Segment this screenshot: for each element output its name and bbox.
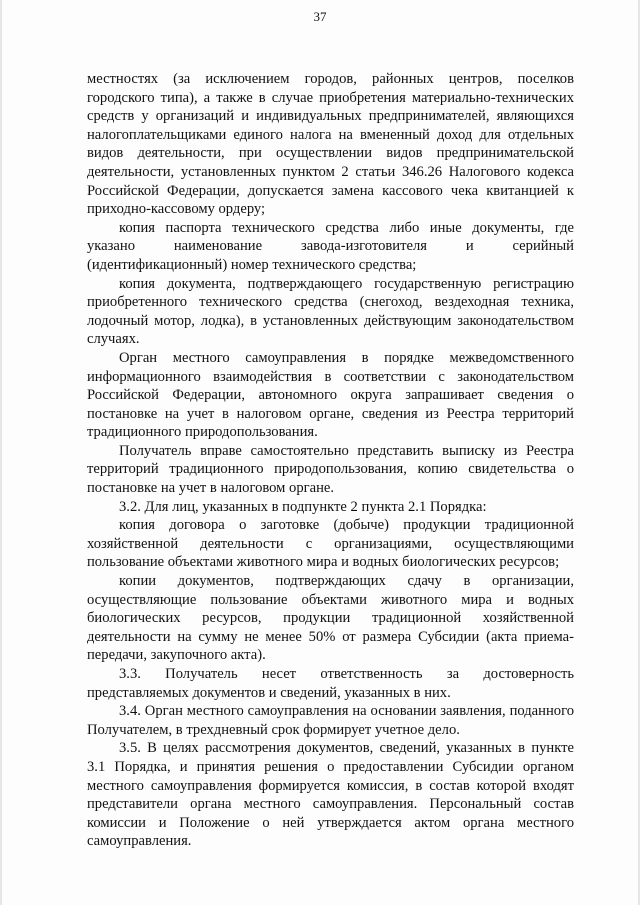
page-number: 37 bbox=[313, 9, 327, 24]
paragraph: копия договора о заготовке (добыче) продукции традиционной хозяйственной деятельности с организациями, осуществляющими пользование объектами животного мира и водных биологических ресурсов; bbox=[87, 517, 574, 571]
paragraph: Получатель вправе самостоятельно представить выписку из Реестра территорий традиционного природопользования, копию свидетельства о постановке на учет в налоговом органе. bbox=[87, 442, 574, 497]
paragraph: 3.3. Получатель несет ответственность за достоверность представляемых документов и сведений, указанных в них. bbox=[87, 666, 574, 701]
paragraph: копии документов, подтверждающих сдачу в организации, осуществляющие пользование объектами животного мира и водных биологических ресурсов, продукции традиционной хозяйственной деятельности на сумму не менее 50% от размера Субсидии (акта приема-передачи, закупочного акта). bbox=[87, 573, 574, 664]
paragraph: копия паспорта технического средства либо иные документы, где указано наименование завода-изготовителя и серийный (идентификационный) номер технического средства; bbox=[87, 219, 574, 273]
document-body bbox=[87, 70, 574, 851]
paragraph: 3.2. Для лиц, указанных в подпункте 2 пункта 2.1 Порядка: bbox=[119, 498, 487, 515]
scan-edge-left bbox=[0, 0, 2, 905]
paragraph: местностях (за исключением городов, районных центров, поселков городского типа), а также в случае приобретения материально-технических средств у организаций и индивидуальных предпринимателей, являющихся налогоплательщиками единого налога на вмененный доход для отдельных видов деятельности, при осуществлении видов предпринимательской деятельности, установленных пунктом 2 статьи 346.26 Налогового кодекса Российской Федерации, допускается замена кассового чека квитанцией к приходно-кассовому ордеру; bbox=[87, 71, 574, 218]
paragraph: копия документа, подтверждающего государственную регистрацию приобретенного технического средства (снегоход, вездеходная техника, лодочный мотор, лодка), в установленных действующим законодательством случаях. bbox=[87, 275, 574, 348]
paragraph: 3.5. В целях рассмотрения документов, сведений, указанных в пункте 3.1 Порядка, и принятия решения о предоставлении Субсидии органом местного самоуправления формируется комиссия, в состав которой входят представители органа местного самоуправления. Персональный состав комиссии и Положение о ней утверждается актом органа местного самоуправления. bbox=[87, 740, 574, 850]
paragraph: 3.4. Орган местного самоуправления на основании заявления, поданного Получателем, в трехдневный срок формирует учетное дело. bbox=[87, 703, 574, 738]
paragraph: Орган местного самоуправления в порядке межведомственного информационного взаимодействия в соответствии с законодательством Российской Федерации, автономного округа запрашивает сведения о постановке на учет в налоговом органе, сведения из Реестра территорий традиционного природопользования. bbox=[87, 349, 574, 441]
